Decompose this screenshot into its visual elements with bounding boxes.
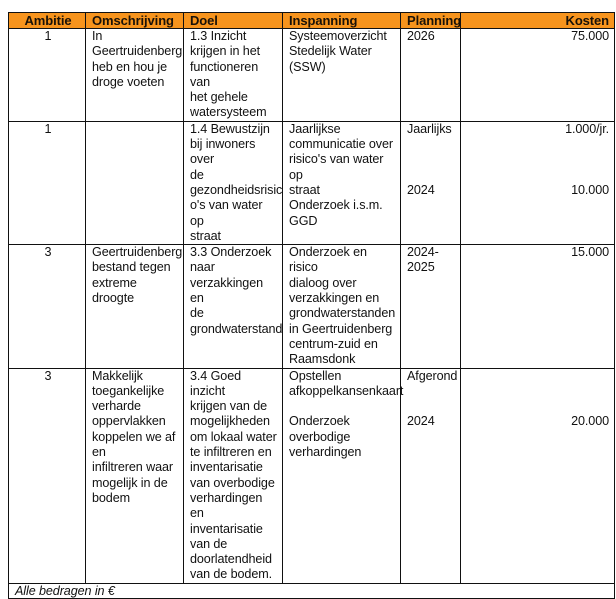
cell-planning: 2026 (401, 29, 461, 122)
header-omschrijving: Omschrijving (86, 13, 184, 29)
cell-inspanning: Onderzoek en risico dialoog over verzakkingen en grondwaterstanden in Geertruidenberg centrum-zuid en Raamsdonk (283, 245, 401, 368)
cell-doel: 3.3 Onderzoek naar verzakkingen en de grondwaterstand (184, 245, 283, 368)
header-row (9, 13, 615, 29)
table-row (9, 245, 615, 368)
footer-row (9, 583, 615, 598)
cell-kosten: 20.000 (461, 368, 615, 583)
cell-inspanning: Systeemoverzicht Stedelijk Water (SSW) (283, 29, 401, 122)
cell-planning: 2024- 2025 (401, 245, 461, 368)
footer-note: Alle bedragen in € (9, 583, 615, 598)
cell-planning: Afgerond 2024 (401, 368, 461, 583)
header-doel: Doel (184, 13, 283, 29)
budget-table (8, 12, 615, 599)
cell-ambitie: 1 (9, 121, 86, 244)
cell-doel: 1.4 Bewustzijn bij inwoners over de gezondheidsrisic o's van water op straat (184, 121, 283, 244)
cell-kosten: 1.000/jr. 10.000 (461, 121, 615, 244)
cell-inspanning: Jaarlijkse communicatie over risico's van water op straat Onderzoek i.s.m. GGD (283, 121, 401, 244)
cell-omschrijving: Geertruidenberg bestand tegen extreme droogte (86, 245, 184, 368)
table-row (9, 29, 615, 122)
header-planning: Planning (401, 13, 461, 29)
cell-ambitie: 1 (9, 29, 86, 122)
cell-doel: 1.3 Inzicht krijgen in het functioneren van het gehele watersysteem (184, 29, 283, 122)
table-row (9, 121, 615, 244)
header-inspanning: Inspanning (283, 13, 401, 29)
cell-ambitie: 3 (9, 368, 86, 583)
header-ambitie: Ambitie (9, 13, 86, 29)
cell-omschrijving (86, 121, 184, 244)
cell-kosten: 15.000 (461, 245, 615, 368)
cell-omschrijving: Makkelijk toegankelijke verharde oppervlakken koppelen we af en infiltreren waar mogelijk in de bodem (86, 368, 184, 583)
table-row (9, 368, 615, 583)
cell-inspanning: Opstellen afkoppelkansenkaart Onderzoek overbodige verhardingen (283, 368, 401, 583)
cell-doel: 3.4 Goed inzicht krijgen van de mogelijkheden om lokaal water te infiltreren en inventarisatie van overbodige verhardingen en inventarisatie van de doorlatendheid van de bodem. (184, 368, 283, 583)
cell-kosten: 75.000 (461, 29, 615, 122)
cell-omschrijving: In Geertruidenberg heb en hou je droge voeten (86, 29, 184, 122)
cell-planning: Jaarlijks 2024 (401, 121, 461, 244)
cell-ambitie: 3 (9, 245, 86, 368)
header-kosten: Kosten (461, 13, 615, 29)
